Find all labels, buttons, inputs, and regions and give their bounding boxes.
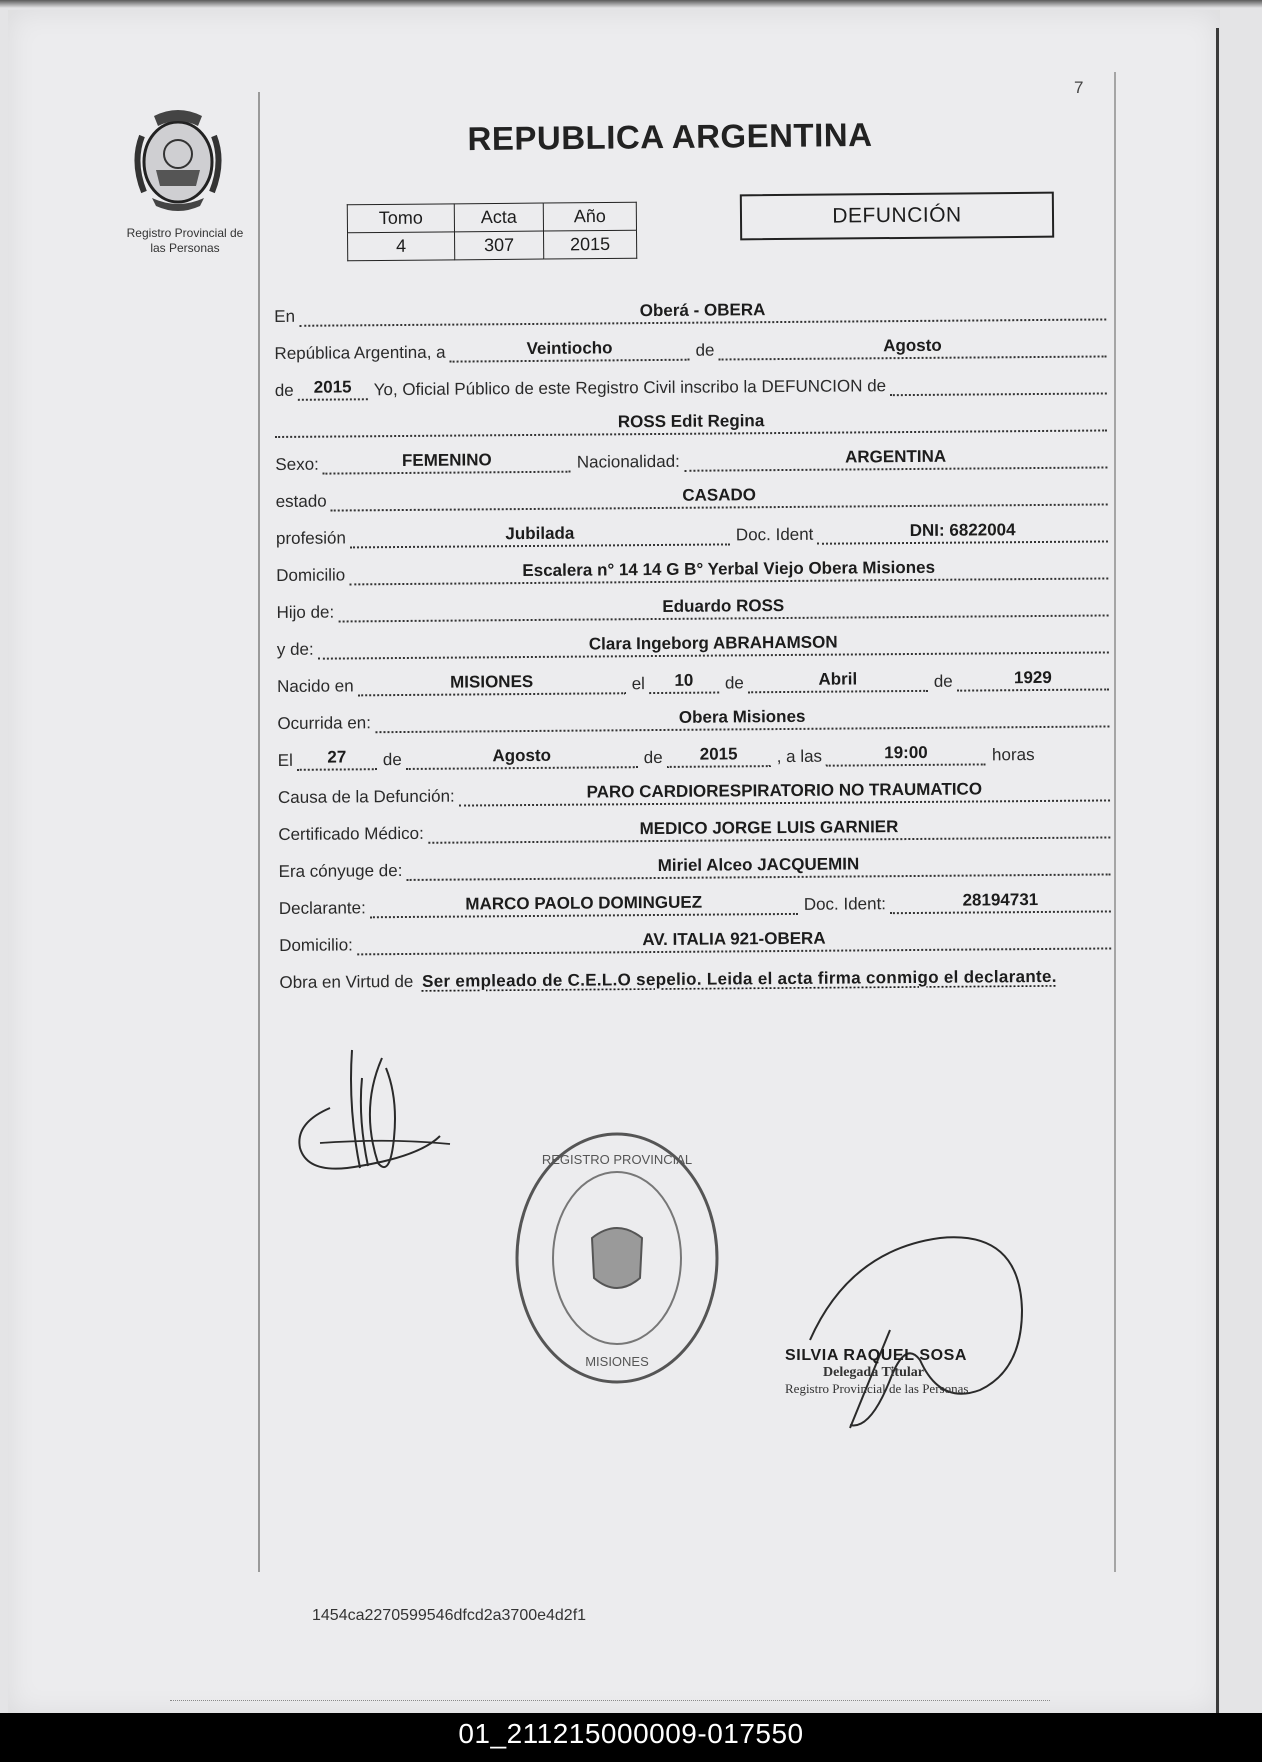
right-margin-line bbox=[1114, 72, 1116, 1572]
label-de-anio-fallec: de bbox=[643, 747, 663, 768]
value-conyuge: Miriel Alceo JACQUEMIN bbox=[406, 852, 1110, 881]
value-anio-fallec: 2015 bbox=[667, 744, 771, 768]
value-doc-ident: DNI: 6822004 bbox=[817, 519, 1108, 544]
label-estado: estado bbox=[275, 491, 327, 511]
label-profesion: profesión bbox=[275, 528, 346, 548]
document-title: REPUBLICA ARGENTINA bbox=[467, 115, 873, 158]
label-declarante: Declarante: bbox=[278, 898, 366, 918]
label-de-fallec: de bbox=[382, 750, 402, 770]
official-stamp-icon bbox=[512, 1128, 722, 1388]
row-obra bbox=[279, 949, 1111, 996]
svg-text:MISIONES: MISIONES bbox=[585, 1354, 649, 1369]
header-anio: Año bbox=[543, 202, 636, 231]
text-oficial-publico: Yo, Oficial Público de este Registro Civil inscribo la DEFUNCION de bbox=[373, 376, 887, 400]
value-domicilio: Escalera n° 14 14 G B° Yerbal Viejo Obera Misiones bbox=[349, 556, 1108, 585]
value-sexo: FEMENINO bbox=[323, 450, 571, 475]
label-certificado: Certificado Médico: bbox=[278, 823, 424, 844]
value-dia-fallec: 27 bbox=[297, 747, 377, 771]
value-anio-nacimiento: 1929 bbox=[957, 667, 1110, 691]
label-el-fallec: El bbox=[277, 750, 293, 770]
value-mes-fallec: Agosto bbox=[406, 745, 638, 770]
label-doc-declarante: Doc. Ident: bbox=[803, 894, 887, 914]
value-certificado: MEDICO JORGE LUIS GARNIER bbox=[428, 815, 1111, 843]
value-acta: 307 bbox=[455, 231, 544, 260]
label-hijo-de: Hijo de: bbox=[276, 602, 335, 622]
svg-text:REGISTRO PROVINCIAL: REGISTRO PROVINCIAL bbox=[541, 1152, 693, 1167]
value-lugar-nacimiento: MISIONES bbox=[358, 671, 626, 696]
death-record-form bbox=[274, 283, 1112, 996]
header-acta: Acta bbox=[454, 203, 543, 232]
value-dia-nacimiento: 10 bbox=[649, 671, 719, 695]
label-sexo: Sexo: bbox=[275, 454, 319, 474]
label-de-mes-nac: de bbox=[724, 673, 744, 693]
value-declarante: MARCO PAOLO DOMINGUEZ bbox=[370, 892, 798, 918]
label-doc-ident: Doc. Ident bbox=[735, 524, 814, 545]
scan-top-shadow bbox=[0, 0, 1262, 8]
value-hijo-de: Eduardo ROSS bbox=[338, 593, 1109, 622]
label-de-anio-nac: de bbox=[933, 671, 953, 691]
label-horas: horas bbox=[991, 745, 1035, 765]
label-el: el bbox=[631, 674, 645, 694]
label-a-las: , a las bbox=[776, 746, 823, 767]
official-signature-icon bbox=[790, 1230, 1030, 1430]
label-nacionalidad: Nacionalidad: bbox=[576, 451, 680, 472]
value-ocurrida: Obera Misiones bbox=[375, 704, 1110, 733]
sheet-edge bbox=[1216, 28, 1219, 1718]
value-nacionalidad: ARGENTINA bbox=[684, 445, 1108, 471]
label-de-anio: de bbox=[274, 380, 294, 400]
value-nombre: ROSS Edit Regina bbox=[275, 408, 1107, 438]
value-dia-acta: Veintiocho bbox=[449, 338, 689, 363]
label-conyuge: Era cónyuge de: bbox=[278, 861, 403, 881]
value-en: Oberá - OBERA bbox=[299, 297, 1106, 326]
official-name: SILVIA RAQUEL SOSA bbox=[785, 1347, 968, 1364]
value-anio: 2015 bbox=[543, 230, 636, 259]
label-y-de: y de: bbox=[276, 639, 314, 659]
value-mes-nacimiento: Abril bbox=[748, 669, 928, 693]
label-ocurrida: Ocurrida en: bbox=[277, 713, 372, 733]
value-obra: Ser empleado de C.E.L.O sepelio. Leida el acta firma conmigo el declarante. bbox=[421, 966, 1057, 991]
value-doc-declarante: 28194731 bbox=[890, 889, 1111, 914]
registry-label-line2: las Personas bbox=[150, 241, 220, 255]
value-profesion: Jubilada bbox=[350, 522, 730, 548]
label-nacido-en: Nacido en bbox=[277, 676, 354, 696]
document-type-box: DEFUNCIÓN bbox=[740, 192, 1054, 241]
label-de: de bbox=[695, 340, 715, 360]
value-hora-fallec: 19:00 bbox=[826, 742, 986, 766]
value-mes-acta: Agosto bbox=[718, 334, 1106, 360]
label-causa: Causa de la Defunción: bbox=[277, 786, 455, 807]
left-margin-line bbox=[258, 92, 260, 1572]
registry-label bbox=[110, 226, 260, 256]
official-role: Delegada Titular bbox=[823, 1365, 924, 1380]
label-republica: República Argentina, a bbox=[274, 342, 446, 363]
label-obra: Obra en Virtud de bbox=[279, 971, 414, 992]
value-estado: CASADO bbox=[331, 482, 1108, 511]
declarant-signature-icon bbox=[290, 1048, 460, 1178]
footer-id: 01_211215000009-017550 bbox=[458, 1718, 804, 1749]
value-tomo: 4 bbox=[348, 232, 455, 261]
value-anio-acta: 2015 bbox=[298, 377, 368, 401]
bottom-dotted-line bbox=[170, 1700, 1050, 1701]
official-office: Registro Provincial de las Personas bbox=[785, 1381, 969, 1396]
label-en: En bbox=[274, 306, 296, 326]
page-number: 7 bbox=[1074, 78, 1084, 97]
header-tomo: Tomo bbox=[347, 204, 454, 233]
label-domicilio-declarante: Domicilio: bbox=[279, 935, 353, 955]
value-causa: PARO CARDIORESPIRATORIO NO TRAUMATICO bbox=[459, 778, 1110, 806]
label-domicilio: Domicilio bbox=[276, 565, 346, 585]
document-hash: 1454ca2270599546dfcd2a3700e4d2f1 bbox=[312, 1607, 587, 1624]
registry-label-line1: Registro Provincial de bbox=[126, 226, 244, 240]
misiones-crest-icon bbox=[130, 106, 226, 214]
value-y-de: Clara Ingeborg ABRAHAMSON bbox=[318, 630, 1109, 659]
official-name-block bbox=[785, 1347, 1015, 1397]
value-domicilio-declarante: AV. ITALIA 921-OBERA bbox=[357, 926, 1111, 955]
registration-table bbox=[347, 202, 637, 262]
